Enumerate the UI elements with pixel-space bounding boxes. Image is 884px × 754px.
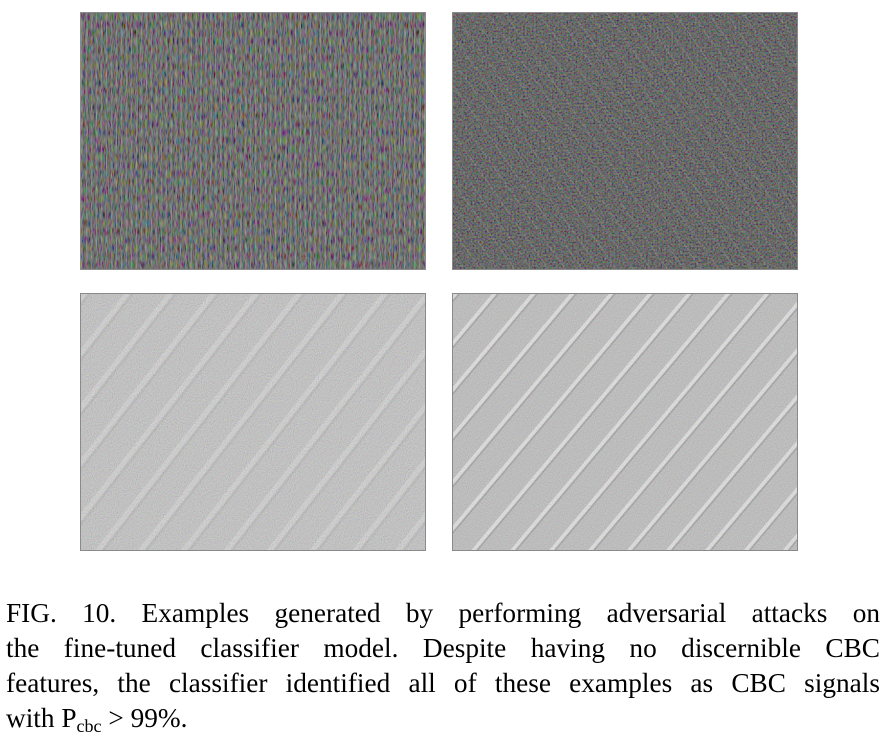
adversarial-example-bottom-right-image bbox=[453, 294, 797, 550]
caption-line-3: features, the classifier identified all of these examples as CBC signals bbox=[6, 668, 880, 698]
adversarial-example-top-left-image bbox=[81, 13, 425, 269]
adversarial-example-bottom-left bbox=[80, 293, 426, 551]
caption-line-4-prefix: with P bbox=[6, 703, 77, 733]
adversarial-example-top-right bbox=[452, 12, 798, 270]
caption-line-2: the fine-tuned classifier model. Despite having no discernible CBC bbox=[6, 633, 880, 663]
figure-caption bbox=[6, 596, 880, 744]
caption-line-4 bbox=[6, 701, 880, 744]
adversarial-example-bottom-right bbox=[452, 293, 798, 551]
adversarial-example-top-right-image bbox=[453, 13, 797, 269]
caption-line-4-suffix: > 99%. bbox=[101, 703, 188, 733]
adversarial-example-top-left bbox=[80, 12, 426, 270]
adversarial-example-bottom-left-image bbox=[81, 294, 425, 550]
caption-line-4-subscript: cbc bbox=[76, 716, 102, 736]
caption-line-1: FIG. 10. Examples generated by performing adversarial attacks on bbox=[6, 598, 880, 628]
